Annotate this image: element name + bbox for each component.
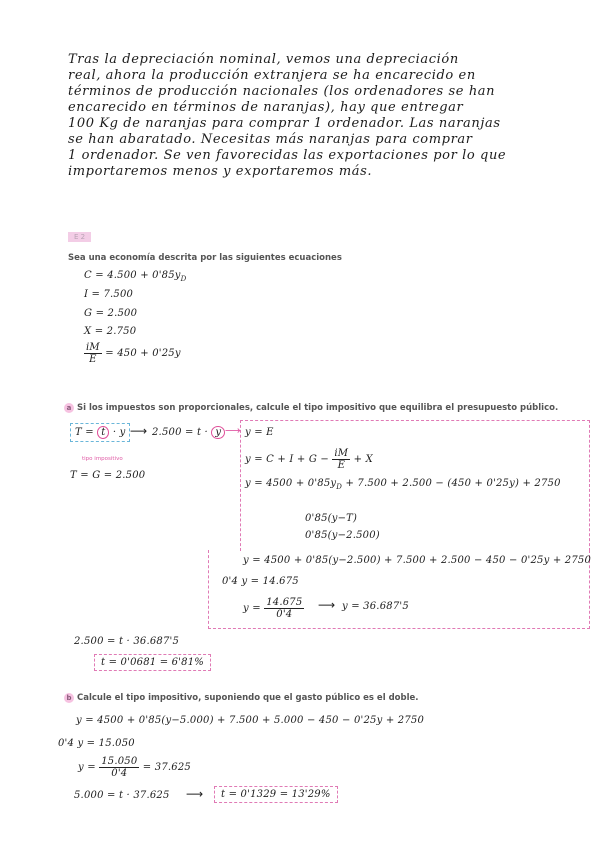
y-full: $y = 4500 + 0'85y_D + 7.500 + 2.500 - (450 + 0'25y) + 2750$: [245, 478, 561, 491]
t-result-b: t = 0'1329 = 13'29%: [214, 786, 338, 803]
equation-c: [84, 270, 186, 283]
t-result-a: t = 0'0681 = 6'81%: [94, 654, 211, 671]
arrow-eq: 2.500 = t · y: [152, 426, 225, 439]
t-eq-g: T = G = 2.500: [70, 470, 146, 481]
intro-line: 100 Kg de naranjas para comprar 1 ordenador. Las naranjas: [68, 116, 501, 131]
y-frac-a: y = $\frac{14.675}{0'4}$: [243, 597, 303, 620]
intro-line: real, ahora la producción extranjera se ha encarecido en: [68, 68, 476, 83]
statement: Sea una economía descrita por las siguientes ecuaciones: [68, 253, 342, 263]
exercise-badge: E 2: [68, 232, 91, 242]
y-expanded-a: y = 4500 + 0'85(y−2.500) + 7.500 + 2.500 − 450 − 0'25y + 2750: [243, 555, 592, 566]
arrow-icon: ⟶: [130, 424, 148, 438]
intro-line: 1 ordenador. Se ven favorecidas las exportaciones por lo que: [68, 148, 507, 163]
y-04-a: 0'4 y = 14.675: [222, 576, 299, 587]
yd-1: 0'85(y−T): [305, 513, 358, 524]
part-b-question: [64, 693, 419, 703]
intro-line: encarecido en términos de naranjas), hay que entregar: [68, 100, 464, 115]
t-calc-a: 2.500 = t · 36.687'5: [74, 636, 180, 647]
arrow-icon: ⟶: [318, 598, 336, 612]
y-04-b: 0'4 y = 15.050: [58, 738, 135, 749]
y-circle: y: [211, 426, 225, 439]
part-b-letter: b: [64, 693, 74, 703]
part-a-question: [64, 403, 558, 413]
y-sum: y = C + I + G − $\frac{iM}{E}$ + X: [245, 448, 373, 471]
intro-line: se han abaratado. Necesitas más naranjas para comprar: [68, 132, 473, 147]
equation-im: [84, 342, 181, 365]
intro-line: importaremos menos y exportaremos más.: [68, 164, 373, 179]
intro-paragraph: [68, 52, 506, 180]
intro-line: Tras la depreciación nominal, vemos una depreciación: [68, 52, 459, 67]
equation-g: G = 2.500: [84, 308, 138, 319]
y-frac-b: y = $\frac{15.050}{0'4}$ = 37.625: [78, 756, 191, 779]
im-fraction: $\frac{iM}{E}$: [86, 342, 100, 365]
t-calc-b: 5.000 = t · 37.625: [74, 790, 170, 801]
equation-c-text: C = 4.500 + 0'85y: [84, 270, 181, 281]
equation-c-sub: D: [180, 275, 187, 283]
y-expanded-b: y = 4500 + 0'85(y−5.000) + 7.500 + 5.000 − 450 − 0'25y + 2750: [76, 715, 425, 726]
arrow-icon: ⟶: [186, 787, 204, 801]
y-eq-e: y = E: [245, 427, 274, 438]
t-circle: t: [97, 426, 109, 439]
t-formula-box: T = t · y: [70, 423, 130, 442]
pink-arrow-icon: ⟶: [225, 424, 241, 437]
im-rhs: = 450 + 0'25y: [105, 348, 181, 359]
part-b-question-text: Calcule el tipo impositivo, suponiendo que el gasto público es el doble.: [77, 693, 419, 703]
intro-line: términos de producción nacionales (los ordenadores se han: [68, 84, 496, 99]
yd-2: 0'85(y−2.500): [305, 530, 380, 541]
tipo-note: tipo impositivo: [82, 456, 123, 462]
y-result-a: y = 36.687'5: [342, 601, 409, 612]
part-a-letter: a: [64, 403, 74, 413]
equation-x: X = 2.750: [84, 326, 137, 337]
part-a-question-text: Si los impuestos son proporcionales, calcule el tipo impositivo que equilibra el presupuesto público.: [77, 403, 559, 413]
equation-i: I = 7.500: [84, 289, 134, 300]
